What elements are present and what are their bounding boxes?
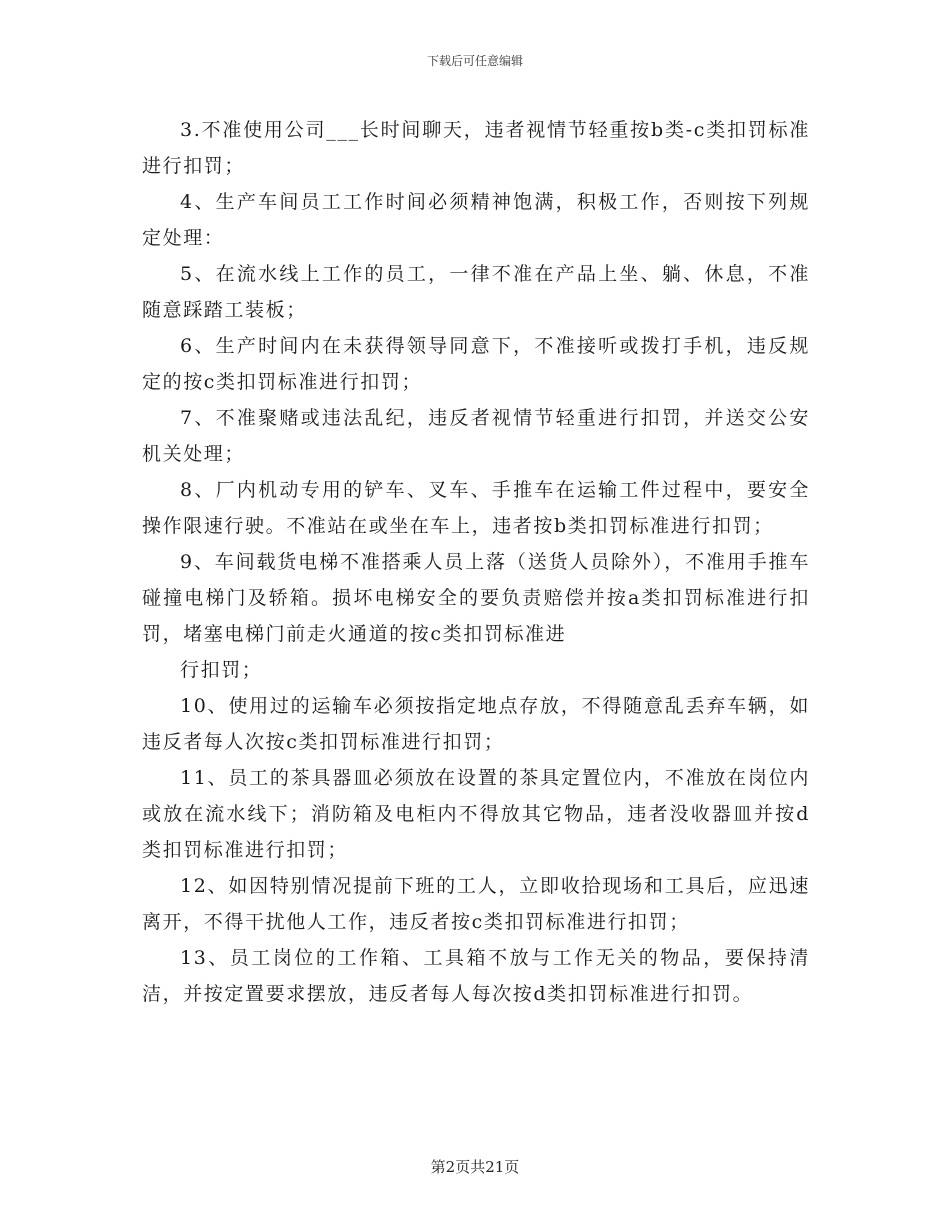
paragraph-rule-5: 5、在流水线上工作的员工，一律不准在产品上坐、躺、休息，不准随意踩踏工装板； <box>142 263 810 321</box>
paragraph-rule-9-continued: 行扣罚； <box>180 659 263 681</box>
document-body <box>142 112 810 1012</box>
paragraph-rule-9: 9、车间载货电梯不准搭乘人员上落（送货人员除外），不准用手推车碰撞电梯门及轿箱。损坏电梯安全的要负责赔偿并按a类扣罚标准进行扣罚，堵塞电梯门前走火通道的按c类扣罚标准进 <box>142 551 810 645</box>
paragraph-rule-3: 3.不准使用公司___长时间聊天，违者视情节轻重按b类-c类扣罚标准进行扣罚； <box>142 119 810 177</box>
paragraph-rule-11: 11、员工的茶具器皿必须放在设置的茶具定置位内，不准放在岗位内或放在流水线下；消防箱及电柜内不得放其它物品，违者没收器皿并按d类扣罚标准进行扣罚； <box>142 767 810 861</box>
paragraph-rule-12: 12、如因特别情况提前下班的工人，立即收拾现场和工具后，应迅速离开，不得干扰他人工作，违反者按c类扣罚标准进行扣罚； <box>142 875 810 933</box>
paragraph-rule-8: 8、厂内机动专用的铲车、叉车、手推车在运输工件过程中，要安全操作限速行驶。不准站在或坐在车上，违者按b类扣罚标准进行扣罚； <box>142 479 810 537</box>
paragraph-rule-6: 6、生产时间内在未获得领导同意下，不准接听或拨打手机，违反规定的按c类扣罚标准进行扣罚； <box>142 335 810 393</box>
paragraph-rule-7: 7、不准聚赌或违法乱纪，违反者视情节轻重进行扣罚，并送交公安机关处理； <box>142 407 810 465</box>
paragraph-rule-4: 4、生产车间员工工作时间必须精神饱满，积极工作，否则按下列规定处理： <box>142 191 810 249</box>
page-number: 第2页共21页 <box>430 1158 520 1176</box>
page-header: 下载后可任意编辑 <box>426 54 523 68</box>
paragraph-rule-10: 10、使用过的运输车必须按指定地点存放，不得随意乱丢弃车辆，如违反者每人次按c类扣罚标准进行扣罚； <box>142 695 810 753</box>
paragraph-rule-13: 13、员工岗位的工作箱、工具箱不放与工作无关的物品，要保持清洁，并按定置要求摆放，违反者每人每次按d类扣罚标准进行扣罚。 <box>142 947 810 1005</box>
